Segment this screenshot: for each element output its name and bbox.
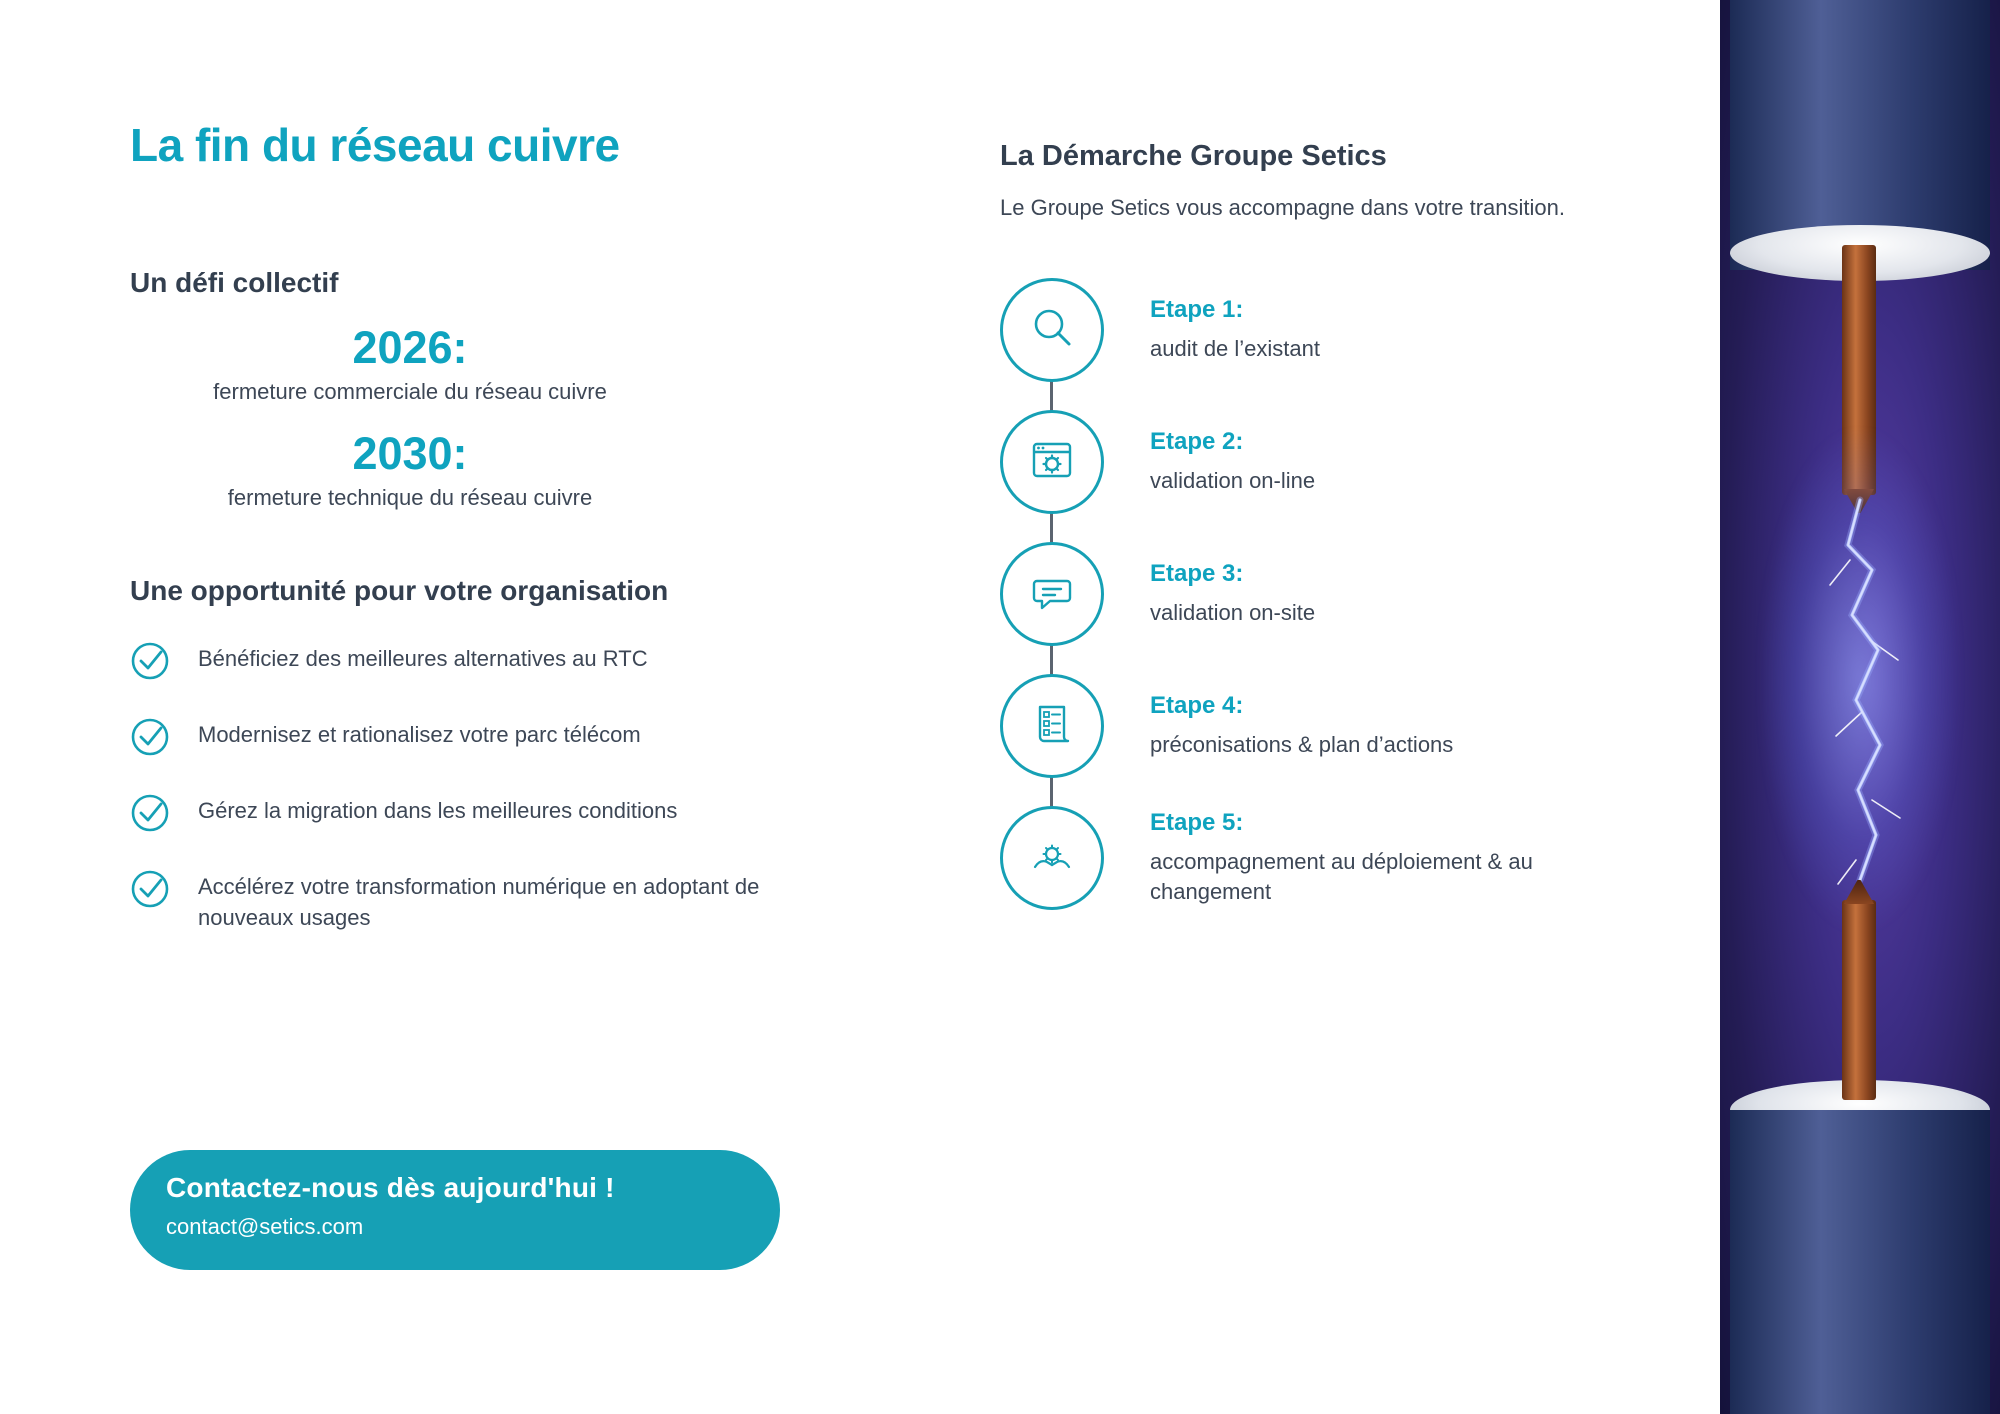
step-3-label: Etape 3: — [1150, 560, 1244, 588]
process-subtitle: Le Groupe Setics vous accompagne dans votre transition. — [1000, 195, 1565, 220]
step-1[interactable] — [1000, 264, 1640, 396]
list-item-label: Accélérez votre transformation numérique en adoptant de nouveaux usages — [198, 873, 760, 931]
step-4-label: Etape 4: — [1150, 692, 1244, 720]
list-item-label: Bénéficiez des meilleures alternatives au RTC — [198, 645, 648, 671]
step-2-desc: validation on-line — [1150, 468, 1316, 494]
step-4-icon-circle — [1000, 674, 1104, 778]
benefits-list — [130, 643, 890, 935]
year-2026: 2026: — [352, 321, 468, 373]
step-5-icon-circle — [1000, 806, 1104, 910]
step-2[interactable] — [1000, 396, 1640, 528]
steps-list — [1000, 264, 1640, 924]
cylinder-bottom — [1730, 1110, 1990, 1414]
year-block-2030 — [130, 427, 690, 511]
panel-divider — [1712, 0, 1720, 1414]
step-3-text — [1150, 560, 1315, 628]
left-column — [130, 119, 890, 1239]
decorative-photo-electric-arc — [1720, 0, 2000, 1414]
step-2-label: Etape 2: — [1150, 428, 1244, 456]
process-title: La Démarche Groupe Setics — [1000, 140, 1387, 172]
step-4-text — [1150, 692, 1453, 760]
cta-title: Contactez-nous dès aujourd'hui ! — [166, 1172, 615, 1203]
step-2-icon-circle — [1000, 410, 1104, 514]
copper-rod-bottom — [1842, 900, 1876, 1100]
step-5-text — [1150, 809, 1640, 906]
cta-email[interactable]: contact@setics.com — [166, 1214, 364, 1239]
check-circle-icon — [130, 641, 170, 681]
step-1-label: Etape 1: — [1150, 296, 1244, 324]
step-5[interactable] — [1000, 792, 1640, 924]
chat-bubbles-icon — [1025, 565, 1079, 624]
step-1-desc: audit de l’existant — [1150, 336, 1320, 362]
step-5-label: Etape 5: — [1150, 809, 1244, 837]
year-2030: 2030: — [352, 427, 468, 479]
step-2-text — [1150, 428, 1315, 496]
step-3-desc: validation on-site — [1150, 600, 1316, 626]
section-heading-opportunity: Une opportunité pour votre organisation — [130, 574, 669, 606]
magnifier-icon — [1025, 301, 1079, 360]
step-1-text — [1150, 296, 1320, 364]
section-heading-challenge: Un défi collectif — [130, 266, 339, 298]
page-title: La fin du réseau cuivre — [130, 119, 620, 171]
list-item — [130, 871, 890, 935]
step-3[interactable] — [1000, 528, 1640, 660]
checklist-icon — [1025, 697, 1079, 756]
list-item — [130, 643, 890, 681]
hands-gear-icon — [1025, 829, 1079, 888]
contact-cta-button[interactable] — [130, 1150, 780, 1270]
list-item-label: Gérez la migration dans les meilleures conditions — [198, 797, 678, 823]
year-2026-caption: fermeture commerciale du réseau cuivre — [213, 378, 607, 404]
list-item — [130, 719, 890, 757]
year-2030-caption: fermeture technique du réseau cuivre — [227, 484, 593, 510]
step-4[interactable] — [1000, 660, 1640, 792]
browser-gear-icon — [1025, 433, 1079, 492]
check-circle-icon — [130, 717, 170, 757]
process-column — [1000, 140, 1640, 924]
check-circle-icon — [130, 869, 170, 909]
list-item — [130, 795, 890, 833]
step-1-icon-circle — [1000, 278, 1104, 382]
check-circle-icon — [130, 793, 170, 833]
year-block-2026 — [130, 321, 690, 405]
step-4-desc: préconisations & plan d’actions — [1150, 732, 1454, 758]
step-3-icon-circle — [1000, 542, 1104, 646]
list-item-label: Modernisez et rationalisez votre parc télécom — [198, 721, 641, 747]
step-5-desc: accompagnement au déploiement & au changement — [1150, 849, 1533, 904]
